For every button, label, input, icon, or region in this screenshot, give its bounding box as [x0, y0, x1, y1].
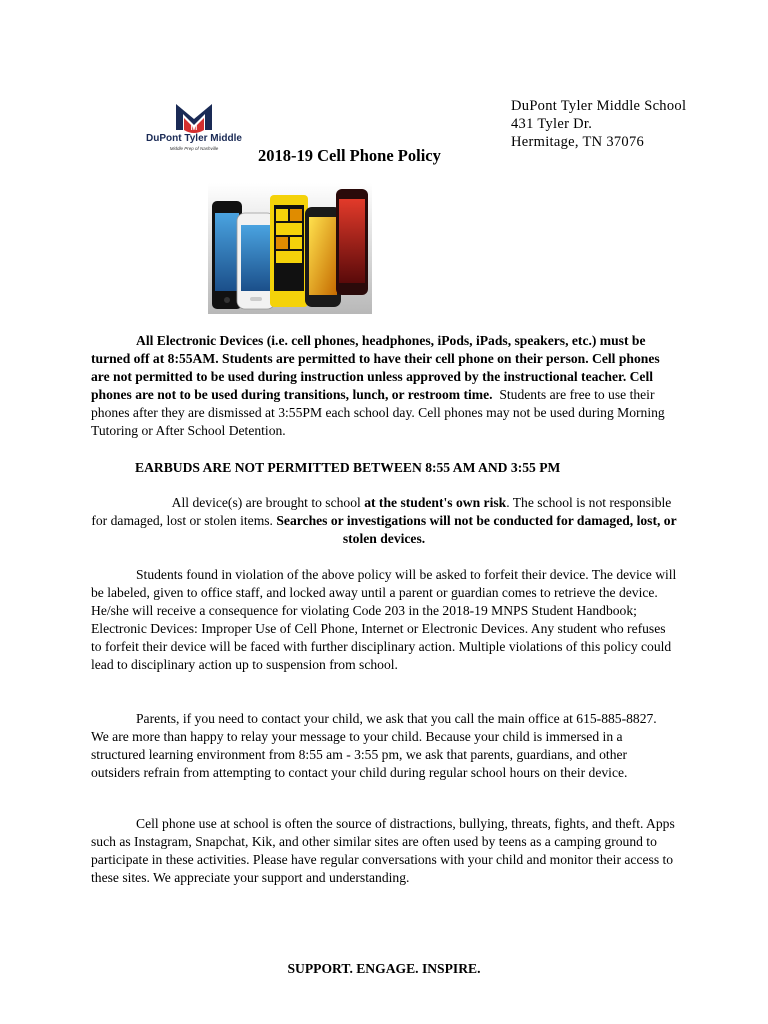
- page-title: 2018-19 Cell Phone Policy: [258, 146, 441, 165]
- distractions-text: Cell phone use at school is often the source of distractions, bullying, threats, fights, and theft. Apps such as Instagram, Snapchat, Kik, and other similar sites are often used by teens as a camping ground to participate in these activities. Please have regular conversations with your child and monitor their access to these sites. We appreciate your support and understanding.: [91, 816, 675, 885]
- devices-rule-bold: All Electronic Devices (i.e. cell phones, headphones, iPods, iPads, speakers, etc.) must be turned off at 8:55AM. Students are permitted to have their cell phone on their person. Cell phones are not permitted to be used during instruction unless approved by the instructional teacher. Cell phones are not to be used during transitions, lunch, or restroom time.: [91, 333, 660, 402]
- parents-paragraph: [91, 710, 677, 782]
- parents-text: Parents, if you need to contact your child, we ask that you call the main office at 615-885-8827. We are more than happy to relay your message to your child. Because your child is immersed in a structured learning environment from 8:55 am - 3:55 pm, we ask that parents, guardians, and other outsiders refrain from attempting to contact your child during regular school hours on their device.: [91, 711, 657, 780]
- address-line-1: DuPont Tyler Middle School: [511, 98, 687, 114]
- violation-text: Students found in violation of the above policy will be asked to forfeit their device. The device will be labeled, given to office staff, and locked away until a parent or guardian comes to retrieve the device. He/she will receive a consequence for violating Code 203 in the 2018-19 MNPS Student Handbook; Electronic Devices: Improper Use of Cell Phone, Internet or Electronic Devices. Any student who refuses to forfeit their device will be faced with further disciplinary action. Multiple violations of this policy could lead to disciplinary action up to suspension from school.: [91, 567, 677, 672]
- school-address: [511, 97, 686, 151]
- distractions-paragraph: [91, 815, 677, 887]
- risk-paragraph: [91, 494, 677, 548]
- earbuds-notice: [135, 459, 695, 477]
- cell-phones-image: [208, 183, 372, 314]
- address-line-3: Hermitage, TN 37076: [511, 134, 645, 150]
- address-line-2: 431 Tyler Dr.: [511, 116, 593, 132]
- footer-motto: SUPPORT. ENGAGE. INSPIRE.: [287, 961, 481, 976]
- risk-text-d: Searches or investigations will not be conducted for damaged, lost, or stolen devices.: [276, 513, 677, 546]
- risk-text-a: All device(s) are brought to school: [171, 495, 361, 510]
- devices-rule-normal: Students are free to use their phones after they are dismissed at 3:55PM each school day. Cell phones may not be used during Morning Tutoring or After School Detention.: [91, 387, 665, 438]
- logo-letter: M: [190, 123, 198, 132]
- logo-name: DuPont Tyler Middle: [146, 133, 242, 144]
- logo-tagline: Middle Prep of Nashville: [169, 146, 219, 151]
- policy-devices-paragraph: [91, 332, 677, 440]
- risk-text-b: at the student's own risk: [364, 495, 507, 510]
- earbuds-text: EARBUDS ARE NOT PERMITTED BETWEEN 8:55 AM AND 3:55 PM: [135, 460, 561, 475]
- violation-paragraph: [91, 566, 677, 674]
- risk-text-c: . The school is not responsible for damaged, lost or stolen items.: [91, 495, 672, 528]
